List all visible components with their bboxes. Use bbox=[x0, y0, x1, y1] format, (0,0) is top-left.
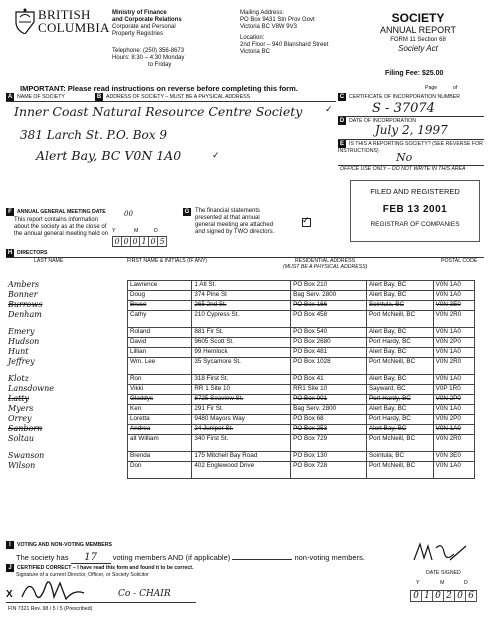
month-label: M bbox=[134, 228, 139, 234]
table-row bbox=[128, 452, 475, 462]
director-po-box: PO Box 166 bbox=[291, 301, 367, 311]
section-c-title: CERTIFICATE OF INCORPORATION NUMBER bbox=[349, 94, 460, 100]
table-row bbox=[128, 291, 475, 301]
director-po-box: PO Box 1028 bbox=[291, 358, 367, 375]
director-street-address: 402 Englewood Drive bbox=[192, 462, 291, 479]
director-last-name: Hudson bbox=[8, 337, 40, 346]
f-text-line: about the society as at the close of bbox=[14, 224, 107, 230]
section-j-title: CERTIFIED CORRECT – I have read this form and found it to be correct. bbox=[17, 565, 194, 571]
director-last-name: Klotz bbox=[8, 374, 29, 383]
director-first-name: Cathy bbox=[128, 311, 192, 328]
director-street-address: RR 1 Site 10 bbox=[192, 385, 291, 395]
director-street-address: 881 Fir St. bbox=[192, 328, 291, 338]
director-first-name: Brenda bbox=[128, 452, 192, 462]
date-digit: 0 bbox=[455, 591, 466, 602]
director-po-box: PO Box 901 bbox=[291, 395, 367, 405]
section-letter: C bbox=[339, 94, 345, 100]
section-f-label bbox=[6, 208, 106, 216]
directors-table bbox=[127, 280, 475, 479]
section-letter: E bbox=[339, 141, 344, 147]
director-postal-code: V0N 1A0 bbox=[433, 281, 474, 291]
section-letter: G bbox=[184, 209, 190, 215]
form-subtitle: ANNUAL REPORT bbox=[379, 25, 457, 35]
section-letter: B bbox=[96, 94, 102, 100]
director-street-address: 24 Juniper St. bbox=[192, 425, 291, 435]
signature-label: Signature of a current Director, Officer, or Society Solicitor bbox=[16, 572, 149, 578]
section-b-title: ADDRESS OF SOCIETY – MUST BE A PHYSICAL ADDRESS bbox=[106, 94, 251, 100]
page-label: Page bbox=[425, 85, 438, 91]
director-last-name: Emery bbox=[8, 327, 35, 336]
director-last-name: Soltau bbox=[8, 434, 34, 443]
director-first-name: alt William bbox=[128, 435, 192, 452]
director-po-box: PO Box 540 bbox=[291, 328, 367, 338]
director-last-name: Jeffrey bbox=[8, 357, 35, 366]
section-b-label bbox=[95, 93, 250, 101]
table-row bbox=[128, 338, 475, 348]
director-street-address: 1 Atl St. bbox=[192, 281, 291, 291]
divider bbox=[6, 257, 484, 258]
section-d-title: DATE OF INCORPORATION bbox=[349, 118, 416, 124]
date-digit: 2 bbox=[444, 591, 455, 602]
section-letter: H bbox=[7, 250, 13, 256]
ministry-line: and Corporate Relations bbox=[112, 17, 182, 23]
signature-x: X bbox=[6, 589, 13, 600]
mailing-block bbox=[240, 10, 350, 56]
ministry-line: Corporate and Personal bbox=[112, 24, 176, 30]
director-po-box: PO Box 728 bbox=[291, 462, 367, 479]
director-first-name: David bbox=[128, 338, 192, 348]
director-postal-code: V0N 2R0 bbox=[433, 435, 474, 452]
logo-line1: BRITISH bbox=[38, 7, 91, 22]
f-text-line: This report contains information bbox=[14, 217, 99, 223]
director-postal-code: V0N 2P0 bbox=[433, 338, 474, 348]
filing-fee: Filing Fee: $25.00 bbox=[385, 70, 444, 77]
page-of-label: of bbox=[453, 85, 458, 91]
director-city: Port Hardy, BC bbox=[366, 415, 433, 425]
col-last-name: LAST NAME bbox=[34, 258, 64, 264]
director-last-name: Sanborn bbox=[8, 424, 43, 433]
day-label: D bbox=[154, 228, 158, 234]
certificate-number[interactable]: S - 37074 bbox=[372, 101, 435, 116]
director-city: Alert Bay, BC bbox=[366, 281, 433, 291]
table-row bbox=[128, 462, 475, 479]
section-h-label bbox=[6, 249, 47, 257]
director-street-address: 9480 Mayors Way bbox=[192, 415, 291, 425]
director-city: Port McNeill, BC bbox=[366, 311, 433, 328]
director-first-name: Wm. Lee bbox=[128, 358, 192, 375]
director-first-name: Don bbox=[128, 462, 192, 479]
director-postal-code: V0N 1A0 bbox=[433, 462, 474, 479]
location-line: Victoria BC bbox=[240, 49, 270, 55]
director-first-name: Loretta bbox=[128, 415, 192, 425]
section-a-title: NAME OF SOCIETY bbox=[17, 94, 65, 100]
reporting-society-answer[interactable]: No bbox=[396, 151, 413, 164]
director-last-name: Swanson bbox=[8, 451, 45, 460]
section-e-title: IS THIS A REPORTING SOCIETY? (SEE REVERSE FOR INSTRUCTIONS) bbox=[338, 141, 483, 154]
director-street-address: 340 First St. bbox=[192, 435, 291, 452]
date-digit: 0 bbox=[411, 591, 422, 602]
location-line: Location: bbox=[240, 35, 265, 41]
location-line: 2nd Floor – 940 Blanshard Street bbox=[240, 42, 329, 48]
section-letter: F bbox=[6, 208, 14, 216]
col-residential-note: (MUST BE A PHYSICAL ADDRESS) bbox=[283, 264, 368, 270]
col-residential: RESIDENTIAL ADDRESS bbox=[295, 258, 356, 264]
section-letter: D bbox=[339, 118, 345, 124]
form-number: FORM 11 Section 68 bbox=[390, 37, 446, 43]
office-use-label: OFFICE USE ONLY – DO NOT WRITE IN THIS AREA bbox=[340, 166, 466, 172]
table-row bbox=[128, 405, 475, 415]
bc-logo bbox=[14, 6, 110, 44]
director-last-name: Orrey bbox=[8, 414, 32, 423]
director-street-address: 175 Mitchell Bay Road bbox=[192, 452, 291, 462]
form-title-block bbox=[358, 12, 478, 53]
director-first-name: Doug bbox=[128, 291, 192, 301]
director-city: Alert Bay, BC bbox=[366, 375, 433, 385]
director-city: Alert Bay, BC bbox=[366, 425, 433, 435]
director-last-name: Denham bbox=[8, 310, 42, 319]
director-postal-code: V0N 3E0 bbox=[433, 301, 474, 311]
month-label: M bbox=[440, 580, 445, 586]
director-po-box: PO Box 130 bbox=[291, 452, 367, 462]
director-po-box: PO Box 481 bbox=[291, 348, 367, 358]
hours: Hours: 8:30 – 4:30 Monday bbox=[112, 55, 185, 61]
form-footer: FIN 7321 Rev. 98 / 5 / 5 (Prescribed) bbox=[8, 606, 93, 612]
director-last-name: Hunt bbox=[8, 347, 29, 356]
director-city: Sointula, BC bbox=[366, 452, 433, 462]
director-city: Port Hardy, BC bbox=[366, 395, 433, 405]
col-postal: POSTAL CODE bbox=[441, 258, 478, 264]
director-po-box: PO Box 210 bbox=[291, 281, 367, 291]
section-g bbox=[183, 208, 275, 235]
ministry-block bbox=[112, 10, 237, 69]
table-row bbox=[128, 395, 475, 405]
ministry-line: Property Registries bbox=[112, 31, 164, 37]
director-city: Port Hardy, BC bbox=[366, 338, 433, 348]
agm-date-field[interactable] bbox=[112, 236, 167, 247]
director-city: Sayward, BC bbox=[366, 385, 433, 395]
director-first-name: Lillian bbox=[128, 348, 192, 358]
director-po-box: PO Box 729 bbox=[291, 435, 367, 452]
f-text-line: the annual general meeting held on bbox=[14, 231, 109, 237]
director-first-name: Ken bbox=[128, 405, 192, 415]
director-signature-icon bbox=[18, 575, 88, 605]
stamp-line3: REGISTRAR OF COMPANIES bbox=[370, 221, 460, 228]
director-city: Sointula, BC bbox=[366, 301, 433, 311]
g-text-line: and signed by TWO directors. bbox=[195, 229, 275, 235]
date-digit: 1 bbox=[422, 591, 433, 602]
date-digit: 0 bbox=[131, 237, 140, 247]
director-postal-code: V0N 2R0 bbox=[433, 311, 474, 328]
check-mark: ✓ bbox=[325, 104, 333, 114]
table-row bbox=[128, 358, 475, 375]
director-last-name: Ambers bbox=[8, 280, 40, 289]
director-street-address: 318 First St. bbox=[192, 375, 291, 385]
director-first-name: Ron bbox=[128, 375, 192, 385]
director-last-name: Burrows bbox=[8, 300, 43, 309]
date-signed-label: DATE SIGNED bbox=[426, 570, 461, 576]
date-digit: 6 bbox=[466, 591, 477, 602]
director-postal-code: V0N 1A0 bbox=[433, 328, 474, 338]
date-digit: 0 bbox=[149, 237, 158, 247]
director-last-name: Latty bbox=[8, 394, 30, 403]
members-text2: voting members AND (if applicable) bbox=[112, 553, 231, 562]
signer-title[interactable]: Co - CHAIR bbox=[118, 589, 171, 599]
telephone: Telephone: (250) 356-8673 bbox=[112, 48, 185, 54]
director-street-address: 210 Cypress St. bbox=[192, 311, 291, 328]
director-street-address: 35 Sycamore St. bbox=[192, 358, 291, 375]
director-postal-code: V0N 1A0 bbox=[433, 291, 474, 301]
bc-crest-icon bbox=[14, 8, 36, 34]
date-digit: 0 bbox=[433, 591, 444, 602]
incorporation-date[interactable]: July 2, 1997 bbox=[375, 123, 448, 137]
director-first-name: Lawrence bbox=[128, 281, 192, 291]
director-postal-code: V0P 1R0 bbox=[433, 385, 474, 395]
year-label: Y bbox=[416, 580, 420, 586]
director-street-address: 99 Hemlock bbox=[192, 348, 291, 358]
day-label: D bbox=[464, 580, 468, 586]
director-city: Port McNeill, BC bbox=[366, 435, 433, 452]
director-postal-code: V0N 1A0 bbox=[433, 375, 474, 385]
director-postal-code: V0N 1A0 bbox=[433, 405, 474, 415]
director-first-name: Andrea bbox=[128, 425, 192, 435]
director-postal-code: V0N 2P0 bbox=[433, 395, 474, 405]
mailing-line: Victoria BC V8W 9V3 bbox=[240, 24, 297, 30]
form-title: SOCIETY bbox=[391, 11, 445, 25]
ministry-line: Ministry of Finance bbox=[112, 10, 167, 16]
director-po-box: PO Box 253 bbox=[291, 425, 367, 435]
director-street-address: 291 Fir St. bbox=[192, 405, 291, 415]
director-po-box: PO Box 2680 bbox=[291, 338, 367, 348]
director-city: Port McNeill, BC bbox=[366, 462, 433, 479]
section-i-label bbox=[6, 541, 112, 549]
stamp-line1: FILED AND REGISTERED bbox=[370, 187, 460, 196]
f-annotation: 00 bbox=[124, 210, 133, 218]
director-po-box: PO Box 41 bbox=[291, 375, 367, 385]
director-po-box: PO Box 458 bbox=[291, 311, 367, 328]
date-digit: 0 bbox=[113, 237, 122, 247]
director-street-address: 8725 Seaview St. bbox=[192, 395, 291, 405]
table-row bbox=[128, 385, 475, 395]
g-text-line: The financial statements bbox=[195, 208, 261, 214]
members-text1: The society has bbox=[16, 553, 69, 562]
society-address-line2[interactable]: Alert Bay, BC V0N 1A0 bbox=[36, 148, 182, 163]
section-i-title: VOTING AND NON-VOTING MEMBERS bbox=[17, 542, 112, 548]
important-notice: IMPORTANT: Please read instructions on reverse before completing this form. bbox=[20, 84, 298, 93]
director-po-box: Bag Serv. 2800 bbox=[291, 405, 367, 415]
year-label: Y bbox=[112, 228, 116, 234]
director-first-name: Vikki bbox=[128, 385, 192, 395]
filed-stamp bbox=[350, 180, 480, 242]
director-street-address: 374 Pine St bbox=[192, 291, 291, 301]
voting-members-count[interactable]: 17 bbox=[71, 552, 111, 564]
director-last-name: Myers bbox=[8, 404, 34, 413]
table-row bbox=[128, 348, 475, 358]
director-city: Alert Bay, BC bbox=[366, 405, 433, 415]
director-last-name: Lansdowne bbox=[8, 384, 55, 393]
section-h-title: DIRECTORS bbox=[17, 250, 48, 256]
director-city: Alert Bay, BC bbox=[366, 348, 433, 358]
director-postal-code: V0N 1A0 bbox=[433, 425, 474, 435]
director-first-name: Bruce bbox=[128, 301, 192, 311]
table-row bbox=[128, 328, 475, 338]
non-voting-members-count[interactable] bbox=[232, 559, 292, 560]
table-row bbox=[128, 281, 475, 291]
section-j-label bbox=[6, 564, 193, 572]
members-text3: non-voting members. bbox=[294, 553, 365, 562]
section-f-title: ANNUAL GENERAL MEETING DATE bbox=[17, 209, 106, 215]
director-postal-code: V0N 1A0 bbox=[433, 348, 474, 358]
director-po-box: RR1 Site 10 bbox=[291, 385, 367, 395]
director-postal-code: V0N 2R0 bbox=[433, 358, 474, 375]
stamp-date: FEB 13 2001 bbox=[382, 204, 448, 215]
director-street-address: 9605 Scott St. bbox=[192, 338, 291, 348]
col-first-name: FIRST NAME & INITIALS (IF ANY) bbox=[127, 258, 208, 264]
director-postal-code: V0N 3E0 bbox=[433, 452, 474, 462]
section-letter: J bbox=[6, 564, 14, 572]
logo-line2: COLUMBIA bbox=[38, 20, 110, 35]
director-last-name: Bonner bbox=[8, 290, 38, 299]
director-city: Alert Bay, BC bbox=[366, 291, 433, 301]
date-digit: 5 bbox=[158, 237, 167, 247]
hours-cont: to Friday bbox=[148, 62, 172, 68]
check-mark: ✓ bbox=[212, 150, 220, 160]
table-row bbox=[128, 425, 475, 435]
act-name: Society Act bbox=[398, 44, 438, 53]
director-first-name: Roland bbox=[128, 328, 192, 338]
table-row bbox=[128, 301, 475, 311]
g-text-line: presented at that annual bbox=[195, 215, 260, 221]
director-city: Alert Bay, BC bbox=[366, 328, 433, 338]
section-letter: A bbox=[7, 94, 13, 100]
mailing-line: PO Box 9431 Stn Prov Govt bbox=[240, 17, 315, 23]
section-a-label bbox=[6, 93, 65, 101]
society-name[interactable]: Inner Coast Natural Resource Centre Society bbox=[14, 104, 303, 119]
g-text-line: general meeting are attached bbox=[195, 222, 274, 228]
director-first-name: Gladdys bbox=[128, 395, 192, 405]
director-city: Port McNeill, BC bbox=[366, 358, 433, 375]
section-c-label bbox=[338, 93, 460, 101]
table-row bbox=[128, 415, 475, 425]
director-po-box: PO Box 68 bbox=[291, 415, 367, 425]
table-row bbox=[128, 311, 475, 328]
table-row bbox=[128, 435, 475, 452]
director-last-name: Wilson bbox=[8, 461, 36, 470]
section-f-text bbox=[14, 217, 108, 238]
date-signed-field[interactable] bbox=[410, 590, 477, 602]
director-postal-code: V0N 2P0 bbox=[433, 415, 474, 425]
table-row bbox=[128, 375, 475, 385]
section-letter: I bbox=[6, 541, 14, 549]
check-mark: ✓ bbox=[302, 215, 310, 225]
divider bbox=[6, 101, 336, 102]
date-digit: 0 bbox=[122, 237, 131, 247]
director-street-address: 265 2nd St. bbox=[192, 301, 291, 311]
date-digit: 1 bbox=[140, 237, 149, 247]
director-po-box: Bag Serv. 2800 bbox=[291, 291, 367, 301]
mailing-line: Mailing Address: bbox=[240, 10, 285, 16]
members-line bbox=[16, 552, 365, 564]
society-address-line1[interactable]: 381 Larch St. P.O. Box 9 bbox=[20, 128, 167, 142]
initials-signature-icon bbox=[410, 540, 470, 566]
